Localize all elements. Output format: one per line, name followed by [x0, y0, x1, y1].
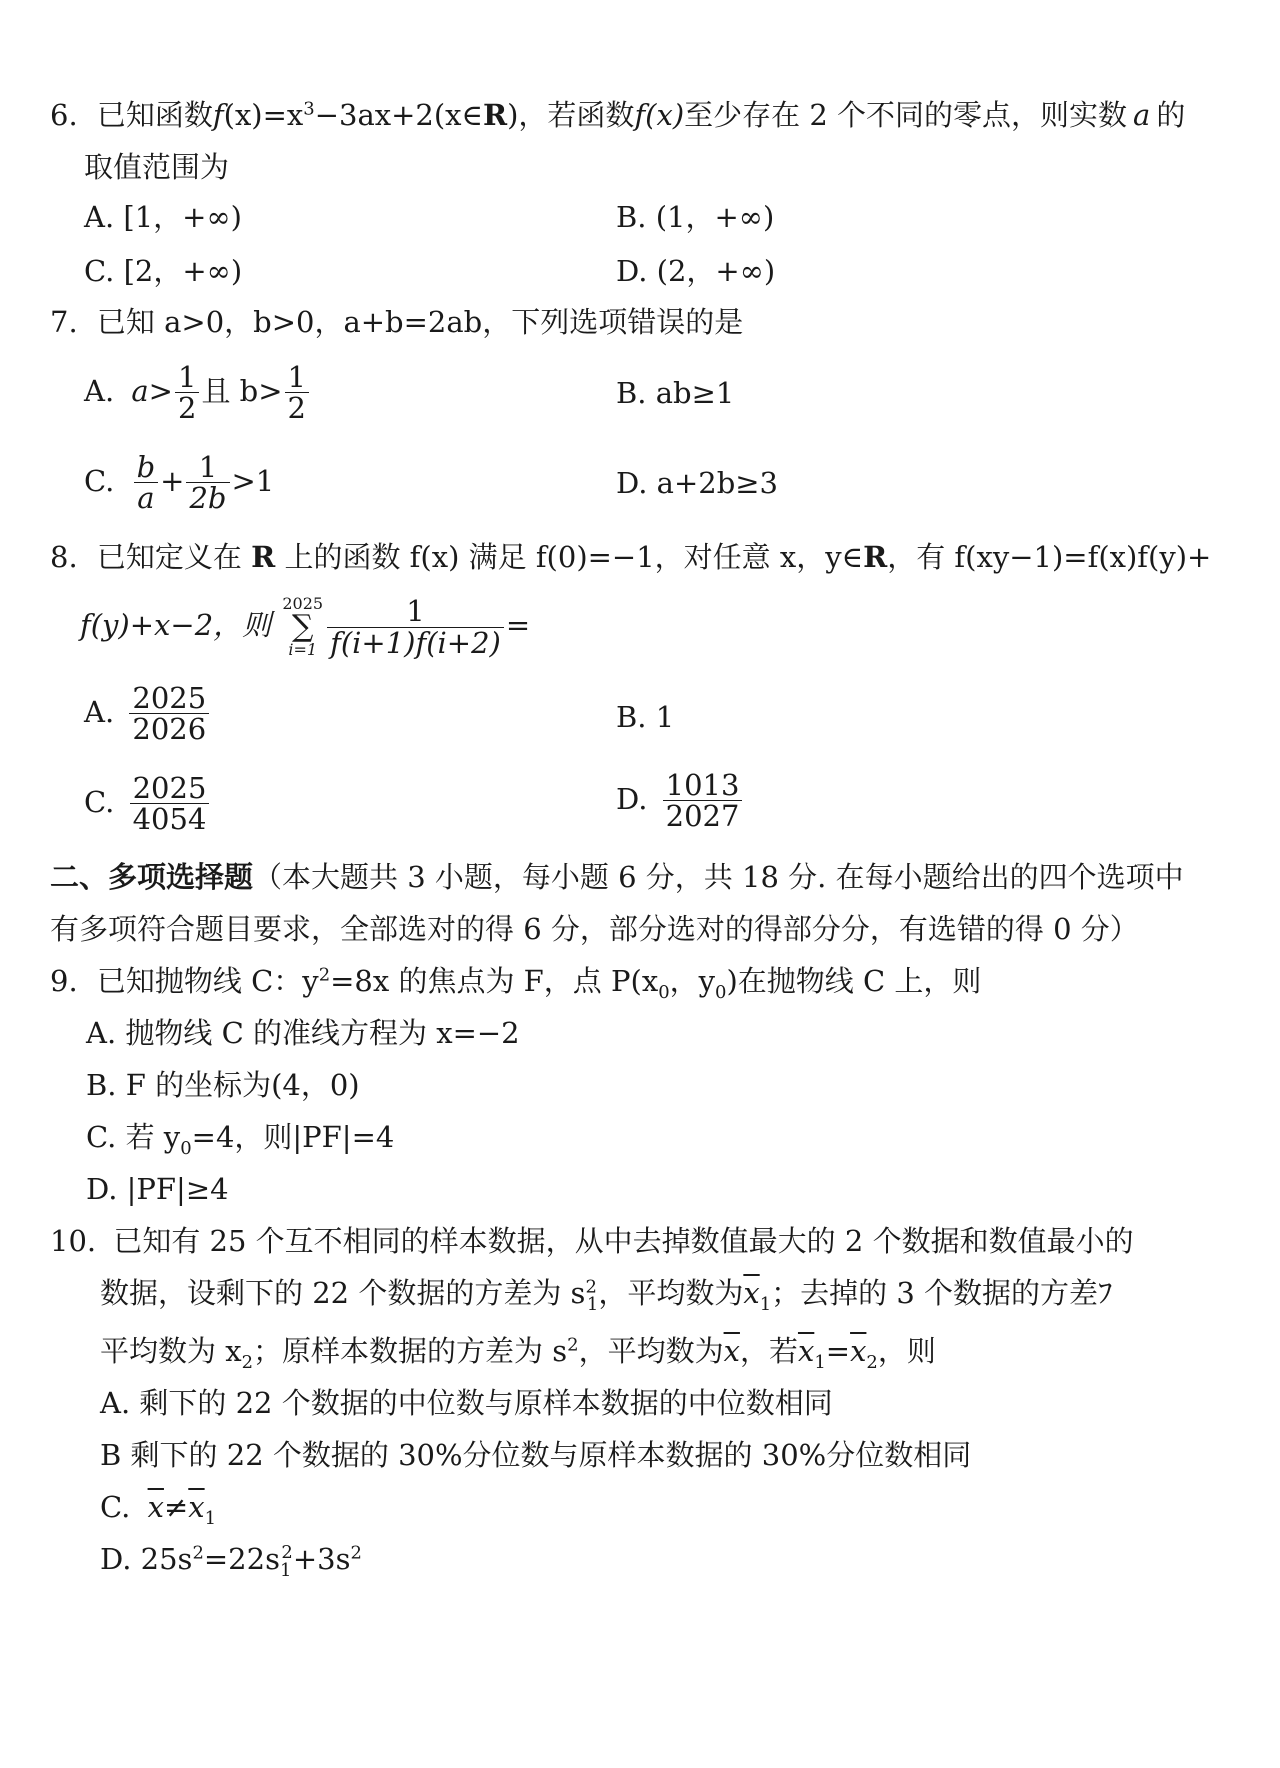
q7-number: 7. [50, 305, 78, 339]
q6-tail4: 的 [1156, 98, 1186, 132]
q7-a-frac1: $\frac{1}{2}$ [175, 362, 199, 424]
q8-R: R [251, 540, 276, 574]
q10-l2b: ，平均数为 [598, 1276, 744, 1310]
q10-option-a: A. 剩下的 22 个数据的中位数与原样本数据的中位数相同 [100, 1386, 833, 1420]
q8-stem1: 已知定义在 [96, 540, 242, 574]
q9-number: 9. [50, 964, 78, 998]
q7-c-frac1: $\frac{b}{a}$ [134, 452, 159, 514]
q10-d-sup3: 2 [350, 1542, 362, 1564]
q10-l2d: ﾌ [1098, 1276, 1113, 1310]
q10-number: 10. [50, 1224, 97, 1258]
q6-option-d: D. (2，+∞) [616, 254, 776, 288]
section2-title: 二、多项选择题 [50, 860, 254, 894]
q8-sum-lower: i=1 [288, 640, 318, 659]
q9-stem [50, 964, 981, 1003]
q8-sum-upper: 2025 [282, 594, 324, 613]
q8-eq: = [505, 608, 531, 642]
q6-tail2: )，若函数 [507, 98, 635, 132]
q9-c-post: =4，则|PF|=4 [191, 1120, 395, 1154]
q7-c-frac2: $\frac{1}{2b}$ [186, 452, 229, 514]
section2-heading [50, 860, 1184, 895]
q8-stem2: 上的函数 f(x) 满足 f(0)=−1，对任意 x，y∈ [284, 540, 864, 574]
q10-l3sub2: 2 [241, 1351, 254, 1373]
q10-l2sup: 2 [585, 1276, 597, 1298]
q10-d-sup: 2 [192, 1542, 204, 1564]
q6-R: R [483, 98, 508, 132]
q7-a-label: A. [84, 373, 115, 408]
q10-c-pre: C. [100, 1490, 131, 1524]
q10-line3 [100, 1334, 936, 1373]
q9-option-d: D. |PF|≥4 [86, 1172, 229, 1206]
q10-c-x1sub: 1 [204, 1507, 217, 1529]
q6-stem [50, 98, 1185, 133]
q9-option-a: A. 抛物线 C 的准线方程为 x=−2 [86, 1016, 520, 1050]
q10-c-ne: ≠ [163, 1490, 189, 1524]
q10-option-d [100, 1542, 362, 1581]
q9-c-pre: C. 若 y [86, 1120, 181, 1154]
q6-number: 6. [50, 98, 78, 132]
q7-stem [50, 305, 743, 340]
q7-a-lhs: a> [131, 373, 173, 408]
q8-R2: R [863, 540, 888, 574]
q8-c-frac: $\frac{2025}{4054}$ [130, 773, 210, 835]
q8-c-label: C. [84, 784, 115, 819]
q9-sub0: 0 [658, 981, 670, 1003]
q7-option-a [84, 362, 311, 424]
q9-exp: 2 [318, 964, 331, 986]
q10-l3a: 平均数为 x [100, 1334, 242, 1368]
q10-line1 [50, 1224, 1134, 1259]
q8-sum-sigma: ∑ [292, 609, 314, 644]
q10-option-b: B 剩下的 22 个数据的 30%分位数与原样本数据的 30%分位数相同 [100, 1438, 972, 1472]
q9-option-c [86, 1120, 394, 1159]
q8-a-label: A. [84, 694, 115, 729]
q9-stem-end: )在抛物线 C 上，则 [726, 964, 982, 998]
q6-stem-text: 已知函数 [96, 98, 213, 132]
q10-l2c: ；去掉的 3 个数据的方差 [771, 1276, 1099, 1310]
q6-fx: (x)=x [223, 98, 304, 132]
q6-tail3: 至少存在 2 个不同的零点，则实数 [684, 98, 1128, 132]
q10-l3esub: 1 [814, 1351, 826, 1373]
q8-option-c [84, 773, 211, 835]
q10-l3g: $\overline{x}$ [850, 1334, 867, 1368]
q8-line2 [80, 596, 530, 658]
q9-stem-pre: 已知抛物线 C：y [96, 964, 319, 998]
q6-line2: 取值范围为 [84, 150, 230, 184]
q7-option-c [84, 452, 274, 514]
q10-l3e: $\overline{x}$ [797, 1334, 815, 1368]
q8-a-frac: $\frac{2025}{2026}$ [129, 683, 209, 745]
q7-a-frac2: $\frac{1}{2}$ [285, 362, 309, 424]
q10-d-pre: D. 25s [100, 1542, 193, 1576]
q8-number: 8. [50, 540, 78, 574]
q10-d-sup2: 2 [281, 1542, 293, 1564]
q7-stem-text: 已知 a>0，b>0，a+b=2ab，下列选项错误的是 [96, 305, 744, 339]
q8-option-a [84, 683, 211, 745]
q10-l3x: $\overline{x}$ [723, 1334, 740, 1368]
q7-option-b: B. ab≥1 [616, 376, 735, 410]
q10-l3gsub: 2 [866, 1351, 878, 1373]
q6-a: a [1133, 98, 1151, 132]
q8-option-d [616, 770, 744, 832]
q8-sum-frac: $\frac{1}{f(i+1)f(i+2)}$ [327, 596, 504, 658]
q10-l2x1sub: 1 [759, 1293, 772, 1315]
q10-l3f: = [825, 1334, 851, 1368]
q8-line2-pre: f(y)+x−2，则 [80, 608, 272, 642]
q6-fx2: f(x) [634, 98, 685, 132]
q10-line2 [100, 1276, 1113, 1315]
q8-sum [282, 596, 323, 658]
q10-d-mid2: +3s [292, 1542, 351, 1576]
q10-c-x1: $\overline{x}$ [188, 1490, 205, 1524]
q6-exp: 3 [303, 98, 315, 120]
q9-stem-post: =8x 的焦点为 F，点 P(x [330, 964, 659, 998]
q10-d-mid: =22s [203, 1542, 280, 1576]
q10-l3sup: 2 [567, 1334, 579, 1356]
q10-c-x: $\overline{x}$ [147, 1490, 164, 1524]
q7-c-plus: + [160, 463, 185, 498]
q9-option-b: B. F 的坐标为(4，0) [86, 1068, 360, 1102]
q10-l3c: ，平均数为 [578, 1334, 724, 1368]
q6-option-c: C. [2，+∞) [84, 254, 243, 288]
q7-option-d: D. a+2b≥3 [616, 466, 779, 500]
q8-stem3: ，有 f(xy−1)=f(x)f(y)+ [887, 540, 1212, 574]
section2-desc1: （本大题共 3 小题，每小题 6 分，共 18 分. 在每小题给出的四个选项中 [253, 860, 1184, 894]
q9-sub0b: 0 [715, 981, 727, 1003]
q6-f: f [212, 98, 224, 132]
q10-l3h: ，则 [877, 1334, 936, 1368]
q8-d-frac: $\frac{1013}{2027}$ [663, 770, 743, 832]
q7-c-tail: >1 [231, 463, 275, 498]
q10-l2sub: 1 [586, 1293, 599, 1315]
q10-l2a: 数据，设剩下的 22 个数据的方差为 s [100, 1276, 586, 1310]
q9-c-sub: 0 [180, 1137, 192, 1159]
q10-l2x1: $\overline{x}$ [743, 1276, 760, 1310]
q8-d-label: D. [616, 781, 648, 816]
q9-comma: ，y [669, 964, 716, 998]
q8-option-b: B. 1 [616, 700, 675, 734]
q10-d-sub1: 1 [279, 1559, 292, 1581]
q10-l3b: ；原样本数据的方差为 s [253, 1334, 568, 1368]
q6-tail: −3ax+2(x∈ [314, 98, 483, 132]
q6-option-a: A. [1，+∞) [84, 200, 242, 234]
q7-c-label: C. [84, 463, 115, 498]
q10-l3d: ，若 [739, 1334, 798, 1368]
q7-a-mid: 且 b> [201, 373, 283, 408]
q8-stem [50, 540, 1211, 575]
q10-option-c [100, 1490, 216, 1529]
section2-desc2: 有多项符合题目要求，全部选对的得 6 分，部分选对的得部分分，有选错的得 0 分） [50, 912, 1139, 946]
q10-line1-text: 已知有 25 个互不相同的样本数据，从中去掉数值最大的 2 个数据和数值最小的 [113, 1224, 1134, 1258]
q6-option-b: B. (1，+∞) [616, 200, 775, 234]
